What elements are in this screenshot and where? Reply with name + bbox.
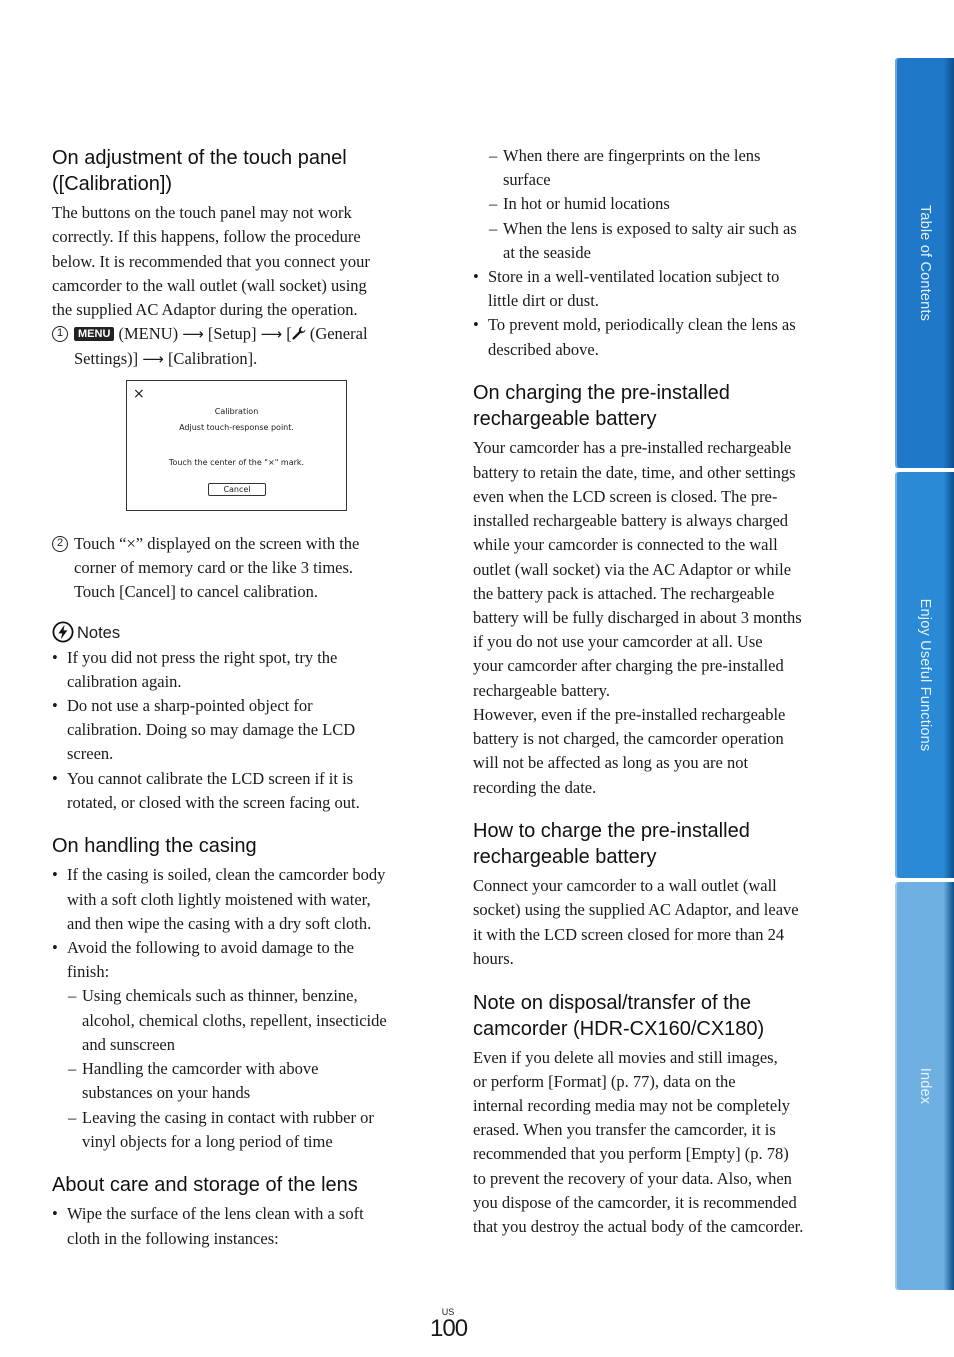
step-number: 2: [52, 536, 68, 552]
wrench-icon: [292, 326, 306, 340]
heading-calibration-1: On adjustment of the touch panel: [52, 147, 347, 169]
text-line: vinyl objects for a long period of time: [82, 1132, 333, 1151]
cancel-button: Cancel: [208, 483, 266, 496]
step-text: [: [282, 324, 292, 343]
list-item: • You cannot calibrate the LCD screen if it is: [52, 767, 353, 791]
list-item: • Store in a well-ventilated location subject to: [473, 265, 779, 289]
calibration-instruction: Touch the center of the "×" mark.: [168, 458, 305, 467]
text-line: even when the LCD screen is closed. The pre-: [473, 487, 778, 506]
text-line: rechargeable battery.: [473, 681, 610, 700]
step-1-line-2: [74, 347, 257, 371]
heading-how-to-charge-2: rechargeable battery: [473, 846, 657, 868]
page-digits: 100: [430, 1315, 468, 1342]
text-line: battery will be fully discharged in about 3 months: [473, 608, 802, 627]
heading-charging-2: rechargeable battery: [473, 408, 657, 430]
text-line: cloth in the following instances:: [67, 1229, 279, 1248]
page-locale: US: [441, 1307, 455, 1317]
heading-lens: About care and storage of the lens: [52, 1174, 358, 1196]
tab-label: Enjoy Useful Functions: [916, 598, 933, 752]
text-line: with a soft cloth lightly moistened with water,: [67, 890, 371, 909]
text-line: erased. When you transfer the camcorder, it is: [473, 1120, 776, 1139]
text-line: camcorder to the wall outlet (wall socket) using: [52, 276, 367, 295]
calibration-title: Calibration: [214, 407, 259, 416]
heading-charging-1: On charging the pre-installed: [473, 382, 730, 404]
list-item: • Avoid the following to avoid damage to the: [52, 936, 354, 960]
calibration-subtitle: Adjust touch-response point.: [179, 423, 294, 432]
side-navigation: [895, 58, 954, 1290]
list-item: – Handling the camcorder with above: [68, 1057, 318, 1081]
text-line: surface: [503, 170, 551, 189]
notes-label: Notes: [77, 624, 121, 642]
text-line: rotated, or closed with the screen facing out.: [67, 793, 360, 812]
text-line: to prevent the recovery of your data. Also, when: [473, 1169, 792, 1188]
text-line: The buttons on the touch panel may not work: [52, 203, 352, 222]
text-line: substances on your hands: [82, 1083, 251, 1102]
list-item: – Using chemicals such as thinner, benzine,: [68, 984, 358, 1008]
list-item: – In hot or humid locations: [489, 192, 670, 216]
text-line: alcohol, chemical cloths, repellent, insecticide: [82, 1011, 387, 1030]
heading-disposal-1: Note on disposal/transfer of the: [473, 992, 751, 1014]
arrow-right-icon: ⟶: [260, 325, 283, 343]
text-line: socket) using the supplied AC Adaptor, and leave: [473, 900, 799, 919]
text-line: calibration. Doing so may damage the LCD: [67, 720, 356, 739]
menu-icon: MENU: [74, 327, 114, 341]
text-line: and sunscreen: [82, 1035, 176, 1054]
text-line: at the seaside: [503, 243, 591, 262]
arrow-right-icon: ⟶: [182, 325, 204, 343]
list-item: – Leaving the casing in contact with rubber or: [68, 1106, 374, 1130]
text-line: described above.: [488, 340, 599, 359]
step-text: [Calibration].: [163, 349, 258, 368]
list-item: • If you did not press the right spot, try the: [52, 646, 337, 670]
text-line: the supplied AC Adaptor during the operation.: [52, 300, 358, 319]
text-line: it with the LCD screen closed for more than 24: [473, 925, 785, 944]
text-line: finish:: [67, 962, 110, 981]
text-line: correctly. If this happens, follow the procedure: [52, 227, 361, 246]
text-line: recommended that you perform [Empty] (p. 78): [473, 1144, 789, 1163]
text-line: or perform [Format] (p. 77), data on the: [473, 1072, 736, 1091]
heading-calibration-2: ([Calibration]): [52, 173, 173, 195]
text-line: calibration again.: [67, 672, 182, 691]
list-item: – When the lens is exposed to salty air such as: [489, 217, 797, 241]
list-item: – When there are fingerprints on the lens: [489, 144, 760, 168]
step-text: [Setup]: [203, 324, 261, 343]
text-line: hours.: [473, 949, 514, 968]
heading-casing: On handling the casing: [52, 835, 257, 857]
tab-index[interactable]: [895, 882, 954, 1290]
text-line: the battery pack is attached. The rechargeable: [473, 584, 775, 603]
tab-label: Index: [916, 1067, 933, 1105]
text-line: screen.: [67, 744, 114, 763]
step-1: [52, 322, 368, 346]
text-line: However, even if the pre-installed rechargeable: [473, 705, 786, 724]
step-text: corner of memory card or the like 3 times.: [74, 558, 354, 577]
tab-label: Table of Contents: [916, 204, 933, 322]
tab-table-of-contents[interactable]: [895, 58, 954, 468]
text-line: you dispose of the camcorder, it is recommended: [473, 1193, 797, 1212]
text-line: internal recording media may not be completely: [473, 1096, 791, 1115]
text-line: Connect your camcorder to a wall outlet (wall: [473, 876, 777, 895]
text-line: and then wipe the casing with a dry soft cloth.: [67, 914, 372, 933]
caution-icon: [52, 621, 74, 643]
step-text: (MENU): [114, 324, 183, 343]
heading-disposal-2: camcorder (HDR-CX160/CX180): [473, 1018, 765, 1040]
text-line: Your camcorder has a pre-installed rechargeable: [473, 438, 792, 457]
step-text: Touch [Cancel] to cancel calibration.: [74, 582, 318, 601]
list-item: • If the casing is soiled, clean the camcorder body: [52, 863, 385, 887]
text-line: recording the date.: [473, 778, 597, 797]
heading-how-to-charge-1: How to charge the pre-installed: [473, 820, 750, 842]
list-item: • To prevent mold, periodically clean the lens as: [473, 313, 796, 337]
arrow-right-icon: ⟶: [142, 350, 164, 368]
tab-enjoy-useful-functions[interactable]: [895, 472, 954, 878]
text-line: Even if you delete all movies and still images,: [473, 1048, 778, 1067]
text-line: if you do not use your camcorder at all. Use: [473, 632, 763, 651]
text-line: outlet (wall socket) via the AC Adaptor or while: [473, 560, 792, 579]
text-line: below. It is recommended that you connect your: [52, 252, 370, 271]
text-line: battery to retain the date, time, and other settings: [473, 463, 796, 482]
text-line: battery is not charged, the camcorder operation: [473, 729, 784, 748]
text-line: little dirt or dust.: [488, 291, 599, 310]
list-item: • Wipe the surface of the lens clean with a soft: [52, 1202, 364, 1226]
text-line: while your camcorder is connected to the wall: [473, 535, 778, 554]
step-text: Touch “×” displayed on the screen with the: [74, 534, 360, 553]
text-line: that you destroy the actual body of the camcorder.: [473, 1217, 804, 1236]
text-line: will not be affected as long as you are not: [473, 753, 749, 772]
calibration-screen-illustration: [126, 380, 347, 511]
text-line: your camcorder after charging the pre-installed: [473, 656, 784, 675]
step-text: (General: [305, 324, 368, 343]
close-icon: ×: [133, 386, 145, 402]
text-line: installed rechargeable battery is always charged: [473, 511, 789, 530]
step-number: 1: [52, 326, 68, 342]
list-item: • Do not use a sharp-pointed object for: [52, 694, 313, 718]
notes-header: [52, 621, 120, 644]
page-number: [430, 1308, 466, 1341]
step-text: Settings)]: [74, 349, 143, 368]
